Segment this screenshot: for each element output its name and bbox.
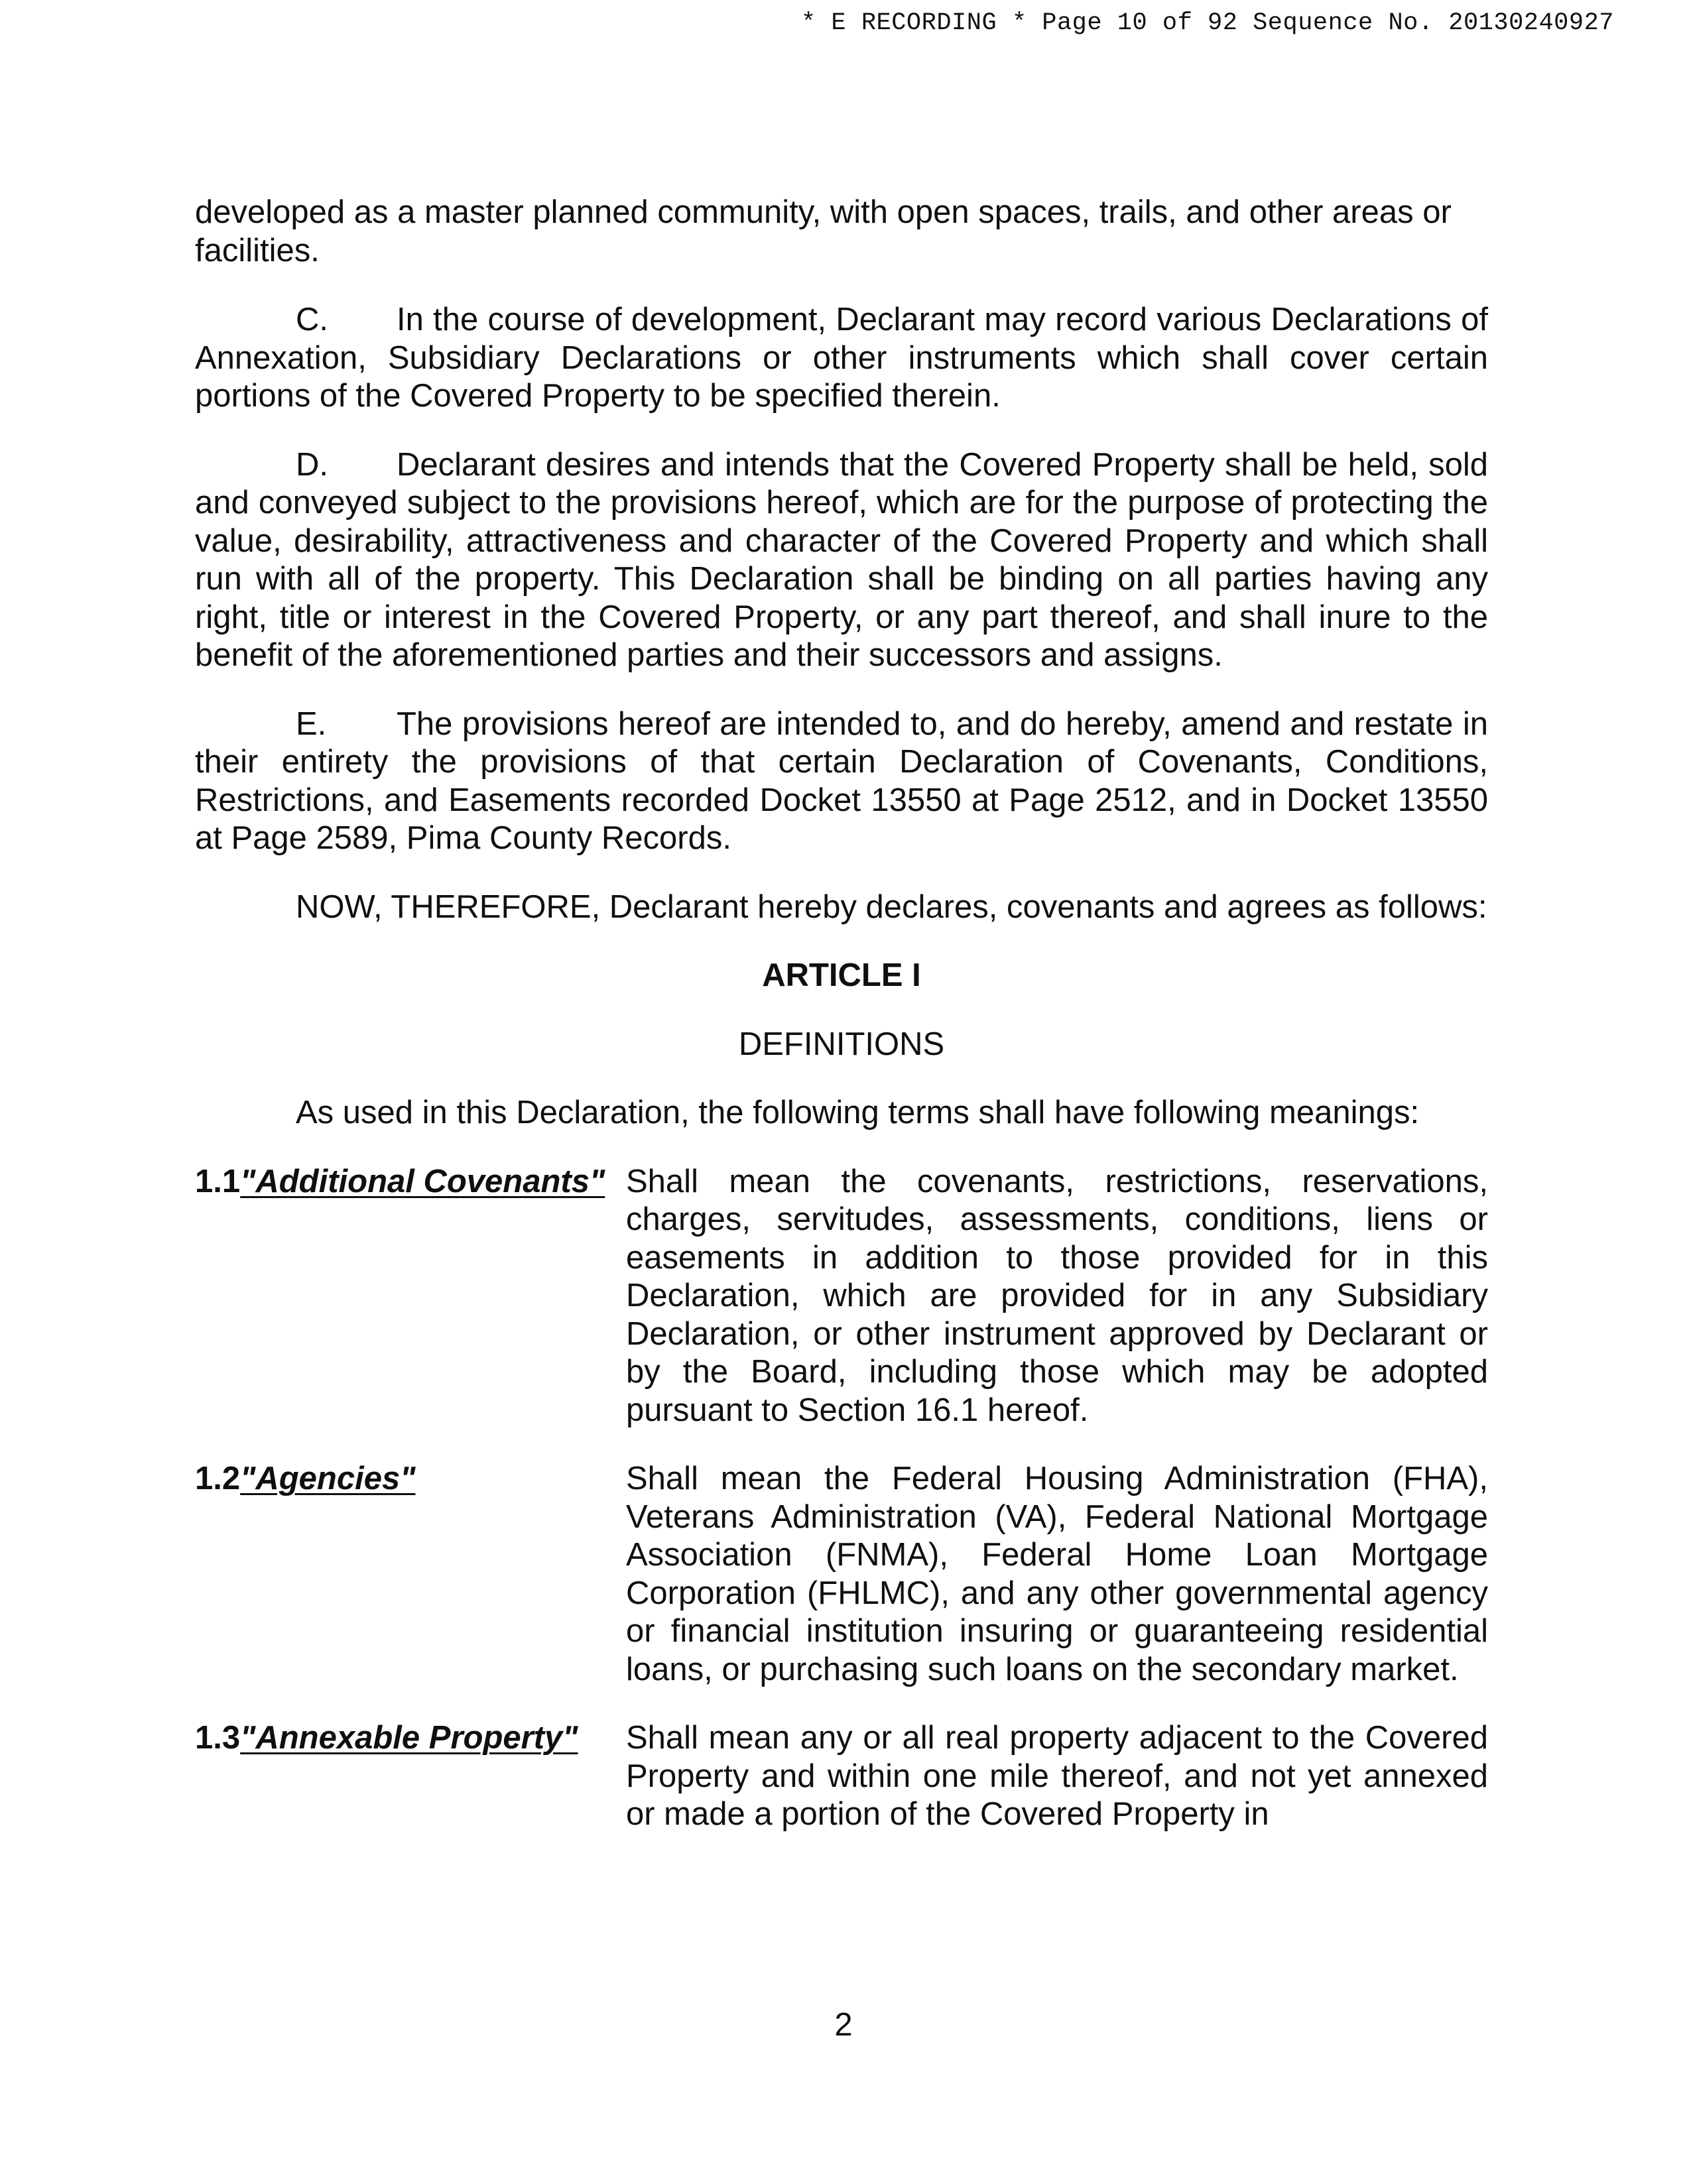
recital-e-letter: E. <box>296 705 327 742</box>
document-body <box>195 194 1488 1834</box>
now-therefore-paragraph: NOW, THEREFORE, Declarant hereby declares, covenants and agrees as follows: <box>296 888 1487 925</box>
recording-header: * E RECORDING * Page 10 of 92 Sequence No. 20130240927 <box>801 9 1614 37</box>
definition-text: Shall mean the covenants, restrictions, reservations, charges, servitudes, assessments, conditions, liens or easements in addition to those provided for in this Declaration, which are provided for in any Subsidiary Declaration, or other instrument approved by Declarant or by the Board, including those which may be adopted pursuant to Section 16.1 hereof. <box>626 1163 1488 1428</box>
recital-c-text: In the course of development, Declarant may record various Declarations of Annexation, Subsidiary Declarations or other instruments which shall cover certain portions of the Covered Property to be specified therein. <box>195 302 1488 414</box>
recital-d-text: Declarant desires and intends that the Covered Property shall be held, sold and conveyed subject to the provisions hereof, which are for the purpose of protecting the value, desirability, attractiveness and character of the Covered Property and which shall run with all of the property. This Declaration shall be binding on all parties having any right, title or interest in the Covered Property, or any part thereof, and shall inure to the benefit of the aforementioned parties and their successors and assigns. <box>195 446 1488 673</box>
recital-c <box>195 301 1488 416</box>
definition-item <box>195 1719 1488 1834</box>
article-title: ARTICLE I <box>762 957 921 993</box>
definition-item <box>195 1460 1488 1689</box>
recital-d-letter: D. <box>296 446 328 483</box>
definition-number: 1.3 <box>195 1720 241 1756</box>
definition-number: 1.1 <box>195 1163 241 1199</box>
definitions-intro: As used in this Declaration, the following terms shall have following meanings: <box>296 1095 1420 1130</box>
continuation-paragraph: developed as a master planned community, with open spaces, trails, and other areas or facilities. <box>195 194 1452 269</box>
recital-d <box>195 446 1488 675</box>
recital-e <box>195 705 1488 858</box>
definition-term-label: "Annexable Property" <box>240 1720 578 1756</box>
definition-term-label: "Additional Covenants" <box>240 1163 605 1199</box>
recital-e-text: The provisions hereof are intended to, and do hereby, amend and restate in their entirety the provisions of that certain Declaration of Covenants, Conditions, Restrictions, and Easements recorded Docket 13550 at Page 2512, and in Docket 13550 at Page 2589, Pima County Records. <box>195 705 1488 856</box>
definition-text: Shall mean any or all real property adjacent to the Covered Property and within one mile thereof, and not yet annexed or made a portion of the Covered Property in <box>626 1720 1488 1832</box>
recital-c-letter: C. <box>296 302 328 337</box>
definition-term-label: "Agencies" <box>240 1461 416 1496</box>
definition-item <box>195 1163 1488 1430</box>
definition-term <box>195 1719 626 1834</box>
article-subtitle: DEFINITIONS <box>738 1026 945 1062</box>
definition-term <box>195 1163 626 1430</box>
definition-number: 1.2 <box>195 1461 241 1496</box>
definition-text: Shall mean the Federal Housing Administration (FHA), Veterans Administration (VA), Federal National Mortgage Association (FNMA), Federal Home Loan Mortgage Corporation (FHLMC), and any other governmental agency or financial institution insuring or guaranteeing residential loans, or purchasing such loans on the secondary market. <box>626 1461 1488 1687</box>
definition-term <box>195 1460 626 1689</box>
page-number: 2 <box>834 2007 853 2043</box>
